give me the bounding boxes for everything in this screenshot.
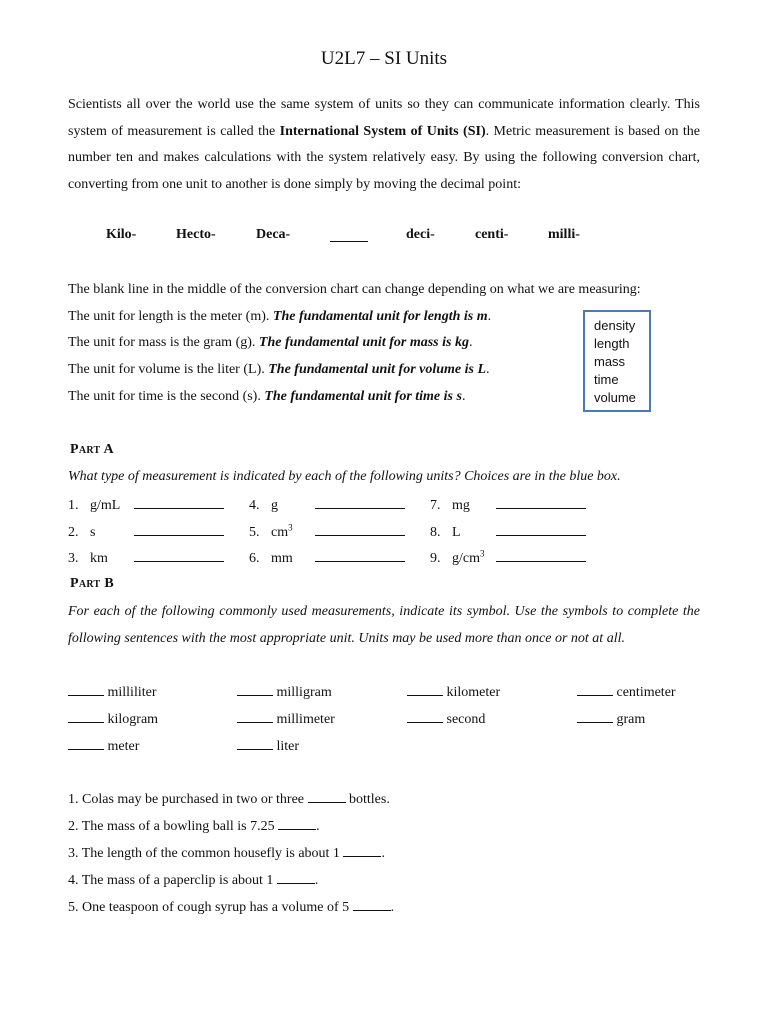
fundamental-mass: The fundamental unit for mass is kg (258, 335, 469, 350)
part-a-item-9: 9. $g/cm^3$ (430, 549, 586, 567)
question-blank[interactable] (308, 790, 346, 803)
symbol-liter: liter (237, 737, 299, 755)
unit-line-volume: The unit for volume is the liter (L). The fundamental unit for volume is L. (68, 362, 490, 377)
choice-time: time (594, 372, 619, 387)
symbol-centimeter: centimeter (577, 683, 676, 701)
part-a-item-6: 6. mm (249, 549, 405, 567)
symbol-blank[interactable] (407, 683, 443, 696)
intro-text-2: . Metric measurement is based on the number ten and makes calculations with the system relatively easy. By using the following conversion chart, converting from one unit to another is done simply by moving the decimal point: (68, 123, 700, 192)
symbol-blank[interactable] (407, 710, 443, 723)
question-1: 1. Colas may be purchased in two or three bottles. (68, 792, 390, 807)
unit-line-time: The unit for time is the second (s). The fundamental unit for time is s. (68, 389, 466, 404)
answer-blank[interactable] (134, 549, 224, 562)
symbol-milligram: milligram (237, 683, 332, 701)
part-a-heading: Part A (70, 442, 114, 457)
symbol-blank[interactable] (68, 737, 104, 750)
question-2: 2. The mass of a bowling ball is 7.25 . (68, 819, 320, 834)
symbol-kilogram: kilogram (68, 710, 158, 728)
symbol-blank[interactable] (577, 710, 613, 723)
intro-text-1: Scientists all over the world use the same system of units so they can communicate information clearly. This system of measurement is called the (68, 97, 700, 139)
prefix-deci: deci- (406, 227, 435, 242)
part-a-item-7: 7. mg (430, 496, 586, 514)
part-a-item-3: 3. km (68, 549, 224, 567)
intro-bold-term: International System of Units (SI) (279, 123, 486, 139)
part-a-question: What type of measurement is indicated by each of the following units? Choices are in the blue box. (68, 469, 621, 484)
prefix-centi: centi- (475, 227, 509, 242)
answer-blank[interactable] (496, 523, 586, 536)
unit-line-length: The unit for length is the meter (m). The fundamental unit for length is m. (68, 309, 492, 324)
choice-mass: mass (594, 354, 626, 369)
question-blank[interactable] (343, 844, 381, 857)
conversion-chart (0, 227, 768, 247)
symbol-blank[interactable] (68, 683, 104, 696)
choice-length: length (594, 336, 630, 351)
symbol-blank[interactable] (237, 710, 273, 723)
unit-line-mass: The unit for mass is the gram (g). The fundamental unit for mass is kg. (68, 335, 473, 350)
symbol-millimeter: millimeter (237, 710, 335, 728)
part-a-item-2: 2. s (68, 523, 224, 541)
prefix-kilo: Kilo- (106, 227, 137, 242)
symbol-blank[interactable] (237, 683, 273, 696)
answer-blank[interactable] (496, 549, 586, 562)
choice-volume: volume (594, 390, 636, 405)
part-b-description: For each of the following commonly used measurements, indicate its symbol. Use the symbols to complete the following sentences with the most appropriate unit. Units may be used more than once or not at all. (68, 604, 700, 646)
question-blank[interactable] (278, 817, 316, 830)
intro-paragraph (68, 92, 700, 198)
fundamental-volume: The fundamental unit for volume is L (268, 362, 487, 377)
chart-note: The blank line in the middle of the conversion chart can change depending on what we are measuring: (68, 282, 641, 297)
choice-density: density (594, 318, 636, 333)
answer-blank[interactable] (496, 496, 586, 509)
prefix-deca: Deca- (256, 227, 291, 242)
symbol-milliliter: milliliter (68, 683, 157, 701)
answer-blank[interactable] (134, 523, 224, 536)
symbol-kilometer: kilometer (407, 683, 500, 701)
fundamental-length: The fundamental unit for length is m (272, 309, 488, 324)
part-b-heading: Part B (70, 576, 114, 591)
part-a-item-8: 8. L (430, 523, 586, 541)
symbol-gram: gram (577, 710, 645, 728)
page-title: U2L7 – SI Units (320, 48, 448, 69)
prefix-hecto: Hecto- (176, 227, 216, 242)
symbol-blank[interactable] (237, 737, 273, 750)
part-a-item-1: 1. g/mL (68, 496, 224, 514)
symbol-meter: meter (68, 737, 139, 755)
answer-blank[interactable] (315, 549, 405, 562)
answer-blank[interactable] (134, 496, 224, 509)
choices-box (583, 310, 651, 412)
answer-blank[interactable] (315, 496, 405, 509)
question-5: 5. One teaspoon of cough syrup has a volume of 5 . (68, 900, 395, 915)
question-4: 4. The mass of a paperclip is about 1 . (68, 873, 319, 888)
symbol-blank[interactable] (577, 683, 613, 696)
part-a-item-5: 5. $cm^3$ (249, 523, 405, 541)
answer-blank[interactable] (315, 523, 405, 536)
symbol-second: second (407, 710, 485, 728)
question-3: 3. The length of the common housefly is about 1 . (68, 846, 385, 861)
prefix-milli: milli- (548, 227, 580, 242)
fundamental-time: The fundamental unit for time is s (264, 389, 462, 404)
part-a-item-4: 4. g (249, 496, 405, 514)
symbol-blank[interactable] (68, 710, 104, 723)
question-blank[interactable] (353, 898, 391, 911)
question-blank[interactable] (277, 871, 315, 884)
